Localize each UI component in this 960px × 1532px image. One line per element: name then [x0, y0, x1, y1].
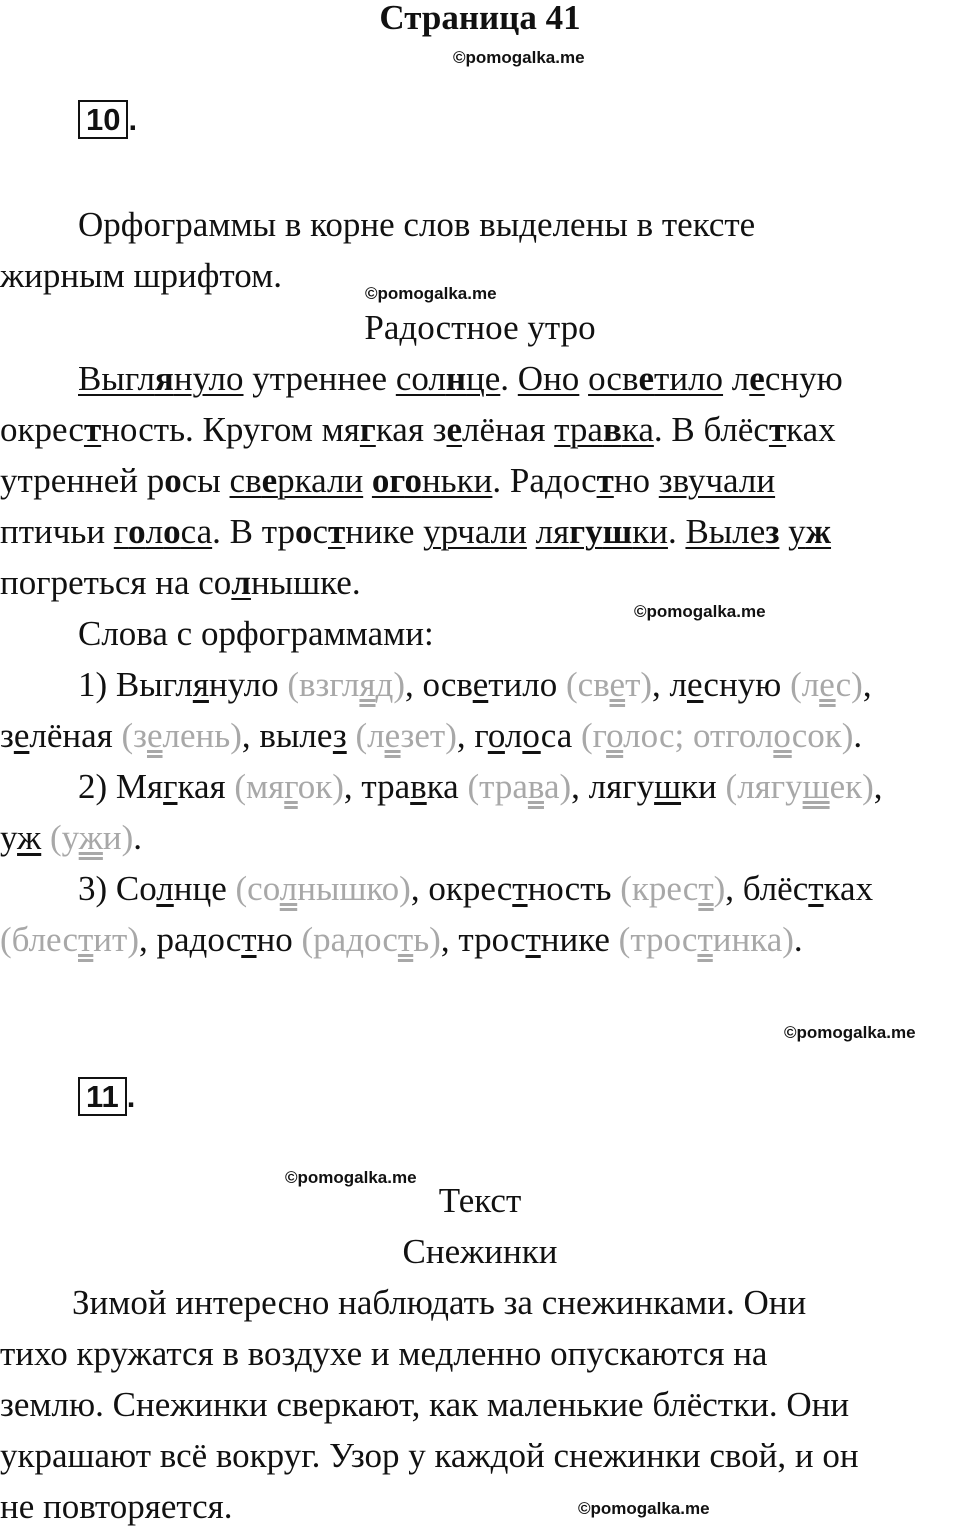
snow-line-2: тихо кружатся в воздухе и медленно опускаются на	[0, 1334, 768, 1373]
task-11-text-title: Снежинки	[402, 1232, 558, 1271]
list-row-1: 1) Выглянуло (взгляд), осветило (свет), лесную (лес),	[78, 665, 872, 704]
story-line-1: Выглянуло утреннее солнце. Оно осветило лесную	[78, 359, 843, 398]
watermark: ©pomogalka.me	[285, 1168, 417, 1187]
snow-line-1: Зимой интересно наблюдать за снежинками. Они	[72, 1283, 807, 1322]
story-line-2: окрестность. Кругом мягкая зелёная травка. В блёстках	[0, 410, 836, 449]
intro-line-2: жирным шрифтом.	[0, 256, 282, 295]
list-row-5: 3) Солнце (солнышко), окрестность (крест), блёстках	[78, 869, 874, 908]
task-11-heading: Текст	[438, 1181, 522, 1220]
story-line-3: утренней росы сверкали огоньки. Радостно звучали	[0, 461, 776, 500]
watermark: ©pomogalka.me	[365, 284, 497, 303]
snow-line-5: не повторяется.	[0, 1487, 233, 1526]
text-title: Радостное утро	[364, 308, 596, 347]
task-10-number: 10 .	[78, 101, 137, 139]
snow-line-4: украшают всё вокруг. Узор у каждой снежинки свой, и он	[0, 1436, 859, 1475]
watermark: ©pomogalka.me	[578, 1499, 710, 1518]
story-line-5: погреться на солнышке.	[0, 563, 361, 602]
page-title: Страница 41	[379, 0, 581, 37]
list-title: Слова с орфограммами:	[78, 614, 434, 653]
snow-line-3: землю. Снежинки сверкают, как маленькие блёстки. Они	[0, 1385, 850, 1424]
list-row-3: 2) Мягкая (мягок), травка (трава), лягушки (лягушек),	[78, 767, 883, 806]
list-row-4: уж (ужи).	[0, 818, 143, 857]
watermark: ©pomogalka.me	[453, 48, 585, 67]
list-row-6: (блестит), радостно (радость), тростнике (тростинка).	[0, 920, 803, 959]
intro-line-1: Орфограммы в корне слов выделены в тексте	[78, 205, 756, 244]
watermark: ©pomogalka.me	[634, 602, 766, 621]
list-row-2: зелёная (зелень), вылез (лезет), голоса (голос; отголосок).	[0, 716, 863, 755]
watermark: ©pomogalka.me	[784, 1023, 916, 1042]
task-11-number: 11 .	[78, 1078, 135, 1116]
story-line-4: птичьи голоса. В тростнике урчали лягушки. Вылез уж	[0, 512, 832, 551]
